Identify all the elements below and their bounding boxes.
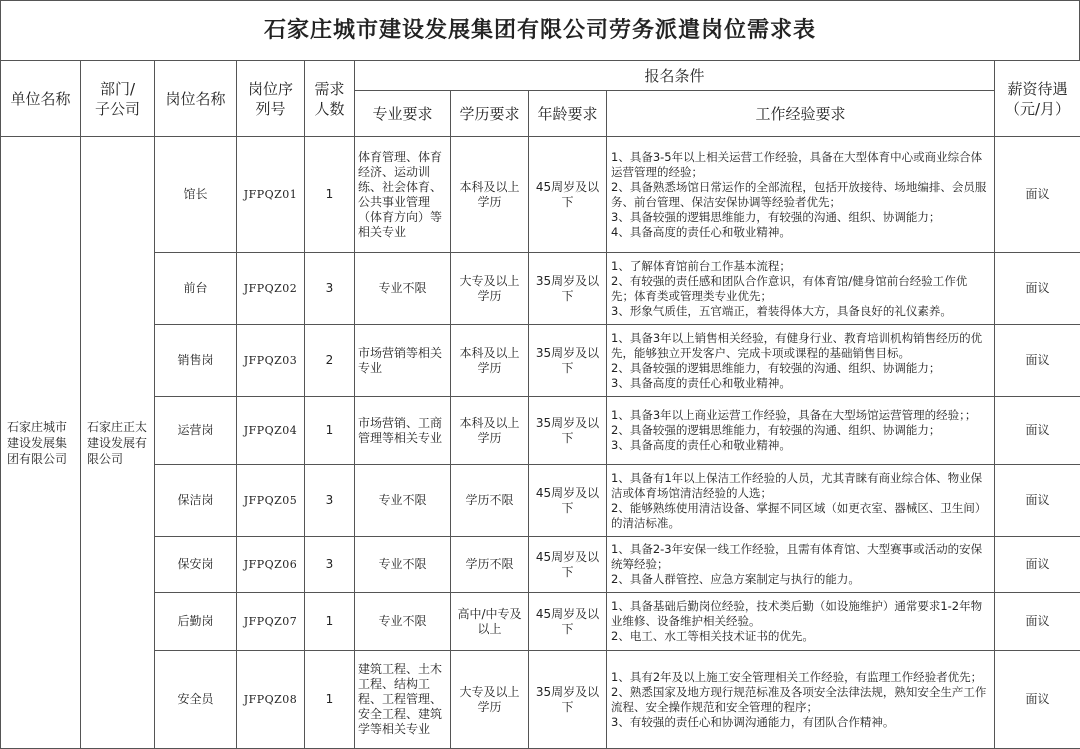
code-cell: JFPQZ07: [237, 593, 305, 651]
table-row: [1, 253, 1080, 325]
code-cell: JFPQZ06: [237, 537, 305, 593]
header-post: 岗位名称: [155, 61, 237, 137]
major-cell: 专业不限: [355, 537, 451, 593]
exp-cell: 1、具备2-3年安保一线工作经验，且需有体育馆、大型赛事或活动的安保统筹经验； 2、具备人群管控、应急方案制定与执行的能力。: [607, 537, 995, 593]
age-cell: 35周岁及以下: [529, 253, 607, 325]
header-edu: 学历要求: [451, 91, 529, 137]
table-row: [1, 537, 1080, 593]
exp-cell: 1、了解体育馆前台工作基本流程； 2、有较强的责任感和团队合作意识，有体育馆/健身馆前台经验工作优先；体育类或管理类专业优先； 3、形象气质佳，五官端正，着装得体大方，具备良好的礼仪素养。: [607, 253, 995, 325]
header-major: 专业要求: [355, 91, 451, 137]
count-cell: 3: [305, 465, 355, 537]
table-row: [1, 465, 1080, 537]
job-requirements-table: [0, 60, 1080, 749]
count-cell: 3: [305, 253, 355, 325]
post-cell: 前台: [155, 253, 237, 325]
age-cell: 45周岁及以下: [529, 137, 607, 253]
major-cell: 专业不限: [355, 465, 451, 537]
post-cell: 保洁岗: [155, 465, 237, 537]
salary-cell: 面议: [995, 397, 1080, 465]
major-cell: 体育管理、体育经济、运动训练、社会体育、公共事业管理（体育方向）等相关专业: [355, 137, 451, 253]
major-cell: 市场营销等相关专业: [355, 325, 451, 397]
code-cell: JFPQZ05: [237, 465, 305, 537]
age-cell: 35周岁及以下: [529, 325, 607, 397]
edu-cell: 本科及以上学历: [451, 137, 529, 253]
exp-cell: 1、具有2年及以上施工安全管理相关工作经验，有监理工作经验者优先； 2、熟悉国家及地方现行规范标准及各项安全法律法规，熟知安全生产工作流程、安全操作规范和安全管理的程序； 3、有较强的责任心和协调沟通能力，有团队合作精神。: [607, 651, 995, 749]
salary-cell: 面议: [995, 537, 1080, 593]
header-conditions: 报名条件: [355, 61, 995, 91]
header-count: 需求 人数: [305, 61, 355, 137]
salary-cell: 面议: [995, 253, 1080, 325]
code-cell: JFPQZ03: [237, 325, 305, 397]
table-row: [1, 137, 1080, 253]
exp-cell: 1、具备3年以上销售相关经验，有健身行业、教育培训机构销售经历的优先，能够独立开发客户、完成卡项或课程的基础销售目标。 2、具备较强的逻辑思维能力，有较强的沟通、组织、协调能力； 3、具备高度的责任心和敬业精神。: [607, 325, 995, 397]
salary-cell: 面议: [995, 137, 1080, 253]
age-cell: 45周岁及以下: [529, 593, 607, 651]
age-cell: 45周岁及以下: [529, 537, 607, 593]
header-unit: 单位名称: [1, 61, 81, 137]
edu-cell: 大专及以上学历: [451, 651, 529, 749]
major-cell: 专业不限: [355, 253, 451, 325]
post-cell: 安全员: [155, 651, 237, 749]
edu-cell: 大专及以上学历: [451, 253, 529, 325]
exp-cell: 1、具备基础后勤岗位经验，技术类后勤（如设施维护）通常要求1-2年物业维修、设备维护相关经验。 2、电工、水工等相关技术证书的优先。: [607, 593, 995, 651]
code-cell: JFPQZ01: [237, 137, 305, 253]
edu-cell: 本科及以上学历: [451, 325, 529, 397]
major-cell: 建筑工程、土木工程、结构工程、工程管理、安全工程、建筑学等相关专业: [355, 651, 451, 749]
table-row: [1, 397, 1080, 465]
major-cell: 专业不限: [355, 593, 451, 651]
unit-name-cell: 石家庄城市建设发展集团有限公司: [1, 137, 81, 749]
count-cell: 3: [305, 537, 355, 593]
header-salary: 薪资待遇 （元/月）: [995, 61, 1080, 137]
salary-cell: 面议: [995, 593, 1080, 651]
age-cell: 45周岁及以下: [529, 465, 607, 537]
count-cell: 1: [305, 651, 355, 749]
age-cell: 35周岁及以下: [529, 651, 607, 749]
table-row: [1, 325, 1080, 397]
salary-cell: 面议: [995, 651, 1080, 749]
table-row: [1, 651, 1080, 749]
major-cell: 市场营销、工商管理等相关专业: [355, 397, 451, 465]
exp-cell: 1、具备3-5年以上相关运营工作经验，具备在大型体育中心或商业综合体运营管理的经验； 2、具备熟悉场馆日常运作的全部流程，包括开放接待、场地编排、会员服务、前台管理、保洁安保协调等经验者优先； 3、具备较强的逻辑思维能力，有较强的沟通、组织、协调能力； 4、具备高度的责任心和敬业精神。: [607, 137, 995, 253]
age-cell: 35周岁及以下: [529, 397, 607, 465]
post-cell: 馆长: [155, 137, 237, 253]
header-exp: 工作经验要求: [607, 91, 995, 137]
post-cell: 运营岗: [155, 397, 237, 465]
count-cell: 2: [305, 325, 355, 397]
salary-cell: 面议: [995, 465, 1080, 537]
post-cell: 保安岗: [155, 537, 237, 593]
edu-cell: 高中/中专及以上: [451, 593, 529, 651]
header-dept: 部门/ 子公司: [81, 61, 155, 137]
code-cell: JFPQZ02: [237, 253, 305, 325]
table-row: [1, 593, 1080, 651]
header-age: 年龄要求: [529, 91, 607, 137]
header-code: 岗位序 列号: [237, 61, 305, 137]
count-cell: 1: [305, 593, 355, 651]
edu-cell: 学历不限: [451, 537, 529, 593]
edu-cell: 学历不限: [451, 465, 529, 537]
count-cell: 1: [305, 137, 355, 253]
exp-cell: 1、具备3年以上商业运营工作经验，具备在大型场馆运营管理的经验；； 2、具备较强的逻辑思维能力，有较强的沟通、组织、协调能力； 3、具备高度的责任心和敬业精神。: [607, 397, 995, 465]
exp-cell: 1、具备有1年以上保洁工作经验的人员，尤其青睐有商业综合体、物业保洁或体育场馆清洁经验的人选； 2、能够熟练使用清洁设备、掌握不同区域（如更衣室、器械区、卫生间）的清洁标准。: [607, 465, 995, 537]
dept-name-cell: 石家庄正太建设发展有限公司: [81, 137, 155, 749]
edu-cell: 本科及以上学历: [451, 397, 529, 465]
page-title: 石家庄城市建设发展集团有限公司劳务派遣岗位需求表: [0, 0, 1080, 60]
code-cell: JFPQZ04: [237, 397, 305, 465]
post-cell: 销售岗: [155, 325, 237, 397]
salary-cell: 面议: [995, 325, 1080, 397]
code-cell: JFPQZ08: [237, 651, 305, 749]
count-cell: 1: [305, 397, 355, 465]
post-cell: 后勤岗: [155, 593, 237, 651]
